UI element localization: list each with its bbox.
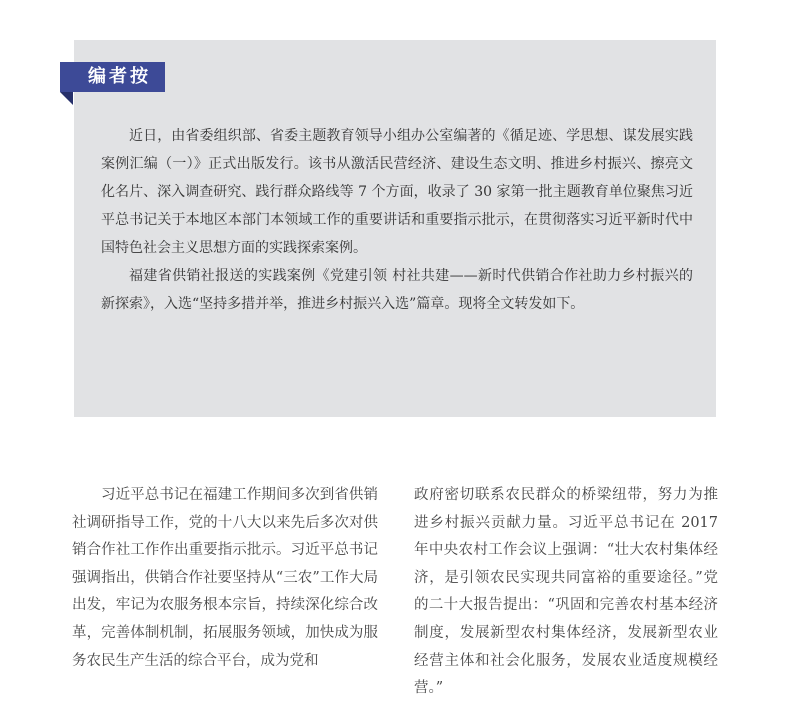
article-paragraph-right: 政府密切联系农民群众的桥梁纽带，努力为推进乡村振兴贡献力量。习近平总书记在 2017 年中央农村工作会议上强调：“壮大农村集体经济，是引领农民实现共同富裕的重要途径。”党的二十大报告提出：“巩固和完善农村基本经济制度，发展新型农村集体经济，发展新型农业经营主体和社会化服务，发展农业适度规模经营。” [414,487,718,697]
editor-note-tag: 编者按 [60,62,165,92]
editor-note-paragraph-2: 福建省供销社报送的实践案例《党建引领 村社共建——新时代供销合作社助力乡村振兴的新探索》，入选“坚持多措并举，推进乡村振兴入选”篇章。现将全文转发如下。 [101,268,693,312]
article-right-column [414,482,718,703]
editor-note-paragraph-1: 近日，由省委组织部、省委主题教育领导小组办公室编著的《循足迹、学思想、谋发展实践案例汇编（一）》正式出版发行。该书从激活民营经济、建设生态文明、推进乡村振兴、擦亮文化名片、深入调查研究、践行群众路线等 7 个方面，收录了 30 家第一批主题教育单位聚焦习近平总书记关于本地区本部门本领域工作的重要讲话和重要指示批示，在贯彻落实习近平新时代中国特色社会主义思想方面的实践探索案例。 [101,128,693,256]
editor-note-text [101,122,693,318]
article-left-column [72,482,378,675]
article-paragraph-left: 习近平总书记在福建工作期间多次到省供销社调研指导工作，党的十八大以来先后多次对供销合作社工作作出重要指示批示。习近平总书记强调指出，供销合作社要坚持从“三农”工作大局出发，牢记为农服务根本宗旨，持续深化综合改革，完善体制机制，拓展服务领域，加快成为服务农民生产生活的综合平台，成为党和 [72,487,378,669]
tag-fold-decoration [60,92,73,105]
